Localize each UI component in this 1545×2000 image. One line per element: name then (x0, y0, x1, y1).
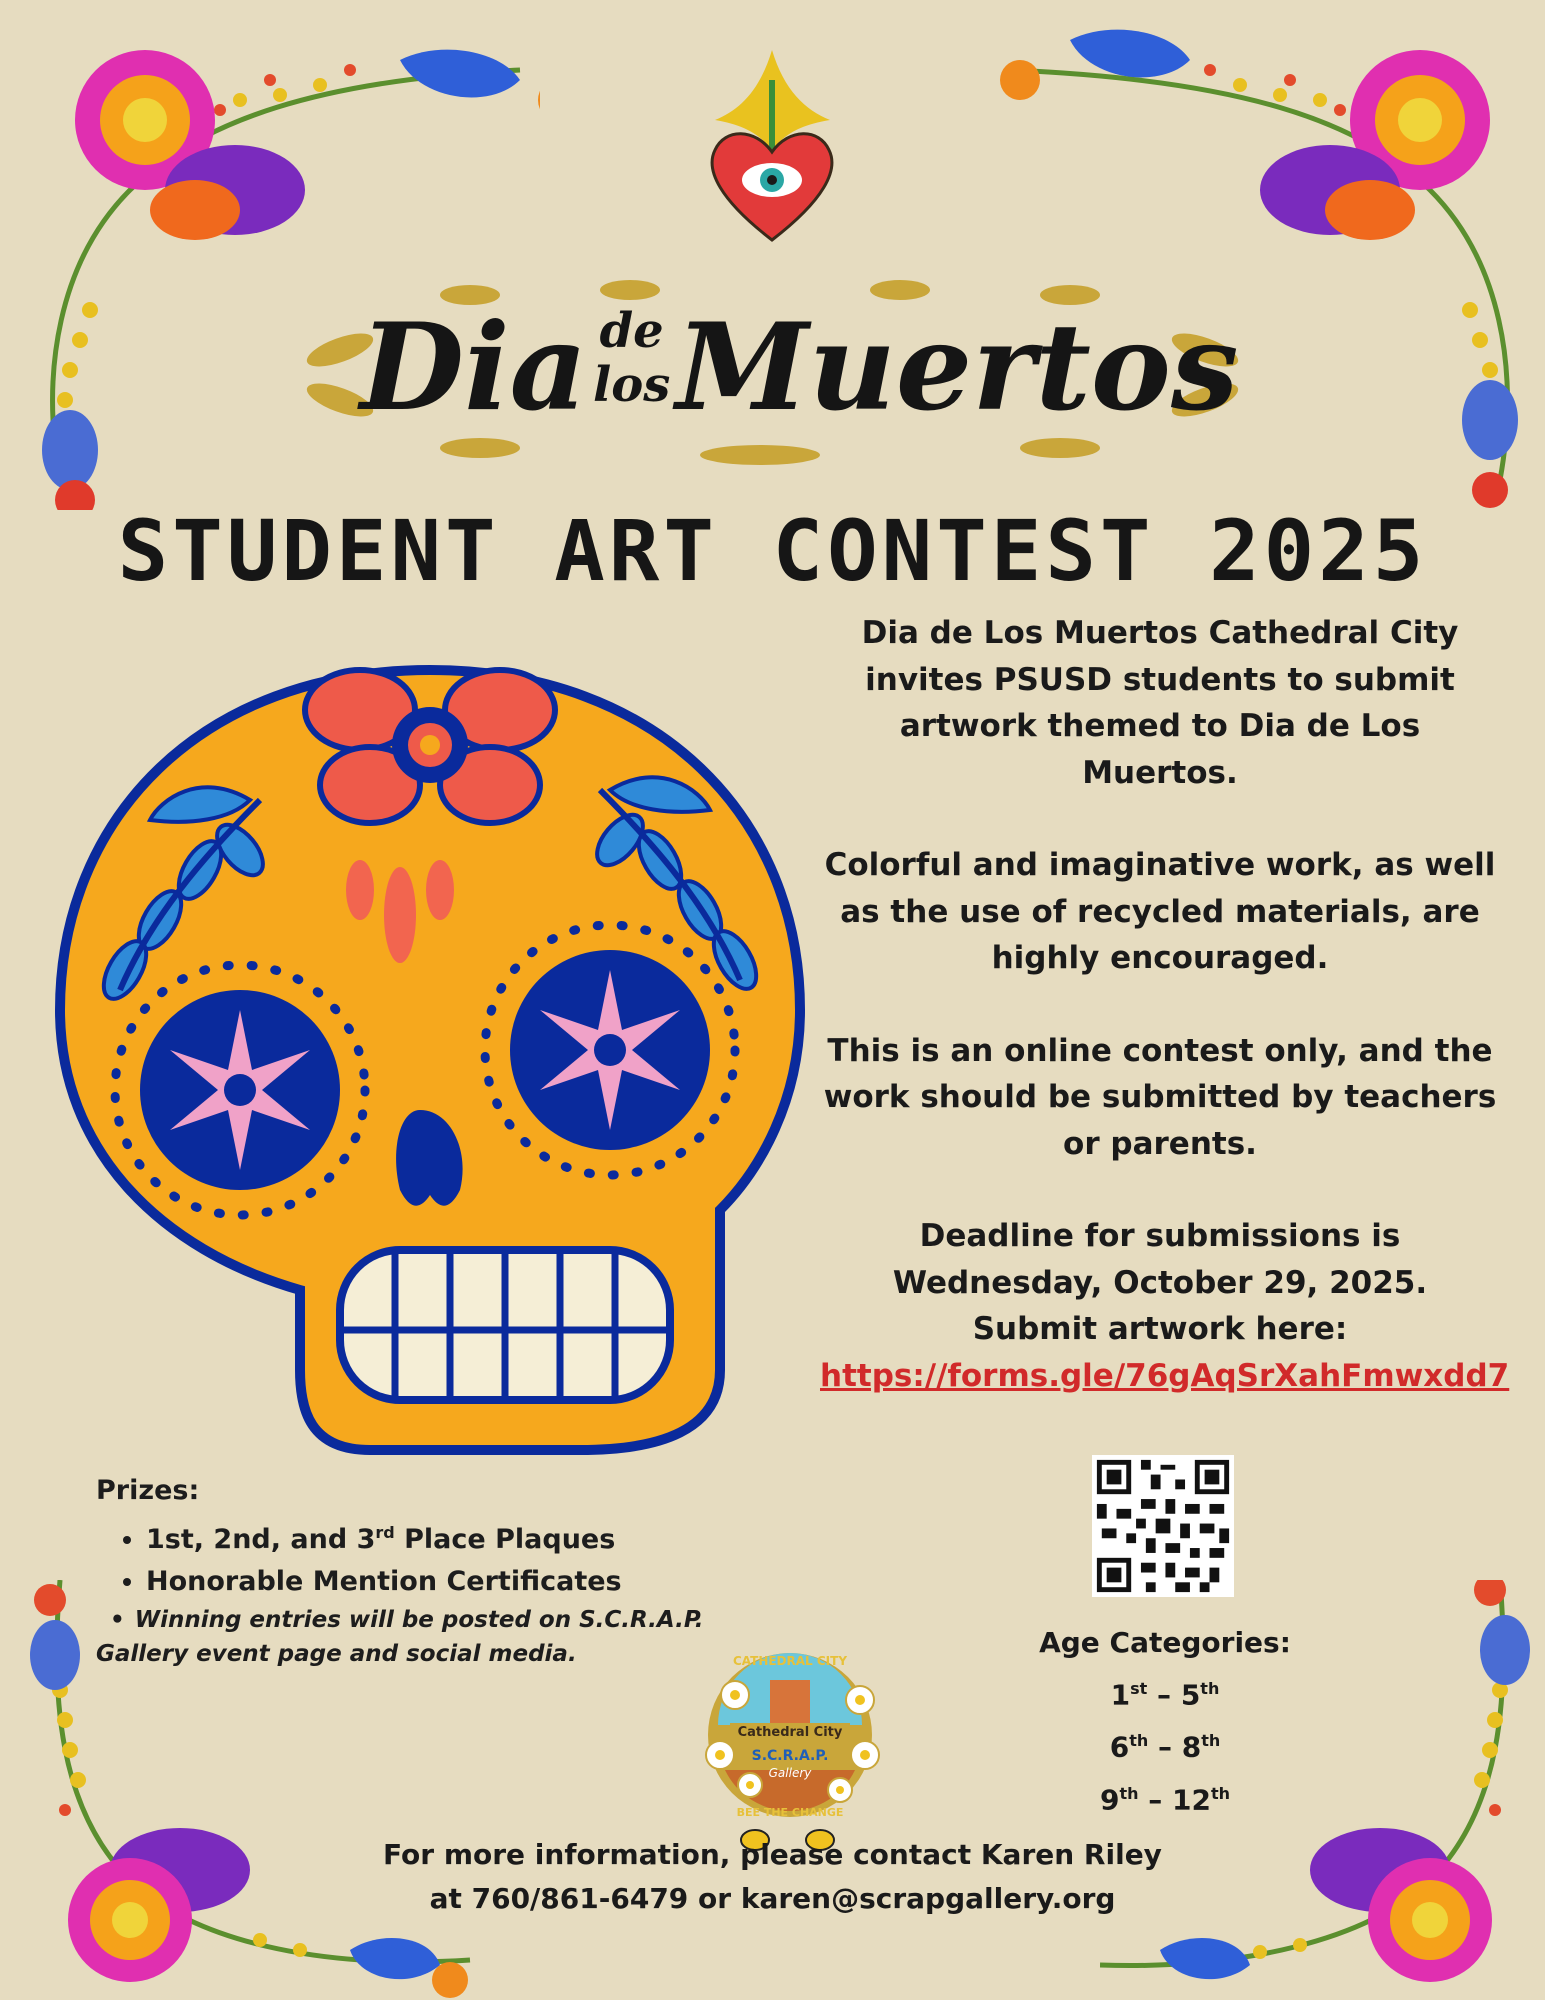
age-row: 6th – 8th (1109, 1730, 1221, 1764)
info-paragraph-invite: Dia de Los Muertos Cathedral City invites PSUSD students to submit artwork themed to Dia de Los Muertos. (861, 615, 1459, 791)
title-word-los: los (592, 357, 671, 413)
title-word-muertos: Muertos (675, 297, 1239, 438)
sugar-skull-icon (40, 650, 820, 1470)
submit-link[interactable]: https://forms.gle/76gAqSrXahFmwxdd7 (820, 1357, 1510, 1394)
title-word-dia: Dia (360, 297, 588, 438)
title-word-de: de (599, 303, 664, 359)
age-row: 9th – 12th (1099, 1782, 1231, 1816)
age-categories (1000, 1620, 1330, 1823)
dia-de-los-muertos-title (300, 270, 1245, 470)
info-paragraph-online: This is an online contest only, and the work should be submitted by teachers or parents. (823, 1032, 1497, 1162)
age-categories-heading: Age Categories: (1039, 1626, 1291, 1659)
contest-title: STUDENT ART CONTEST 2025 (117, 502, 1428, 600)
scrap-gallery-logo (700, 1640, 890, 1860)
sacred-heart-icon (700, 40, 845, 250)
logo-arc-bottom: BEE THE CHANGE (736, 1806, 844, 1819)
contest-info (820, 610, 1510, 1399)
info-paragraph-encouraged: Colorful and imaginative work, as well as the use of recycled materials, are highly encouraged. (824, 847, 1496, 976)
qr-code-icon[interactable] (1092, 1455, 1234, 1597)
logo-arc-top: CATHEDRAL CITY (732, 1654, 848, 1668)
logo-center-text: Cathedral City (730, 1723, 850, 1743)
contact-info (0, 1833, 1545, 1921)
prizes-section (96, 1470, 796, 1671)
logo-scrap-text: S.C.R.A.P. (751, 1748, 829, 1764)
contact-line-2: at 760/861-6479 or karen@scrapgallery.org (429, 1882, 1116, 1915)
prize-item-plaques: • 1st, 2nd, and 3rd Place Plaques (146, 1512, 796, 1561)
prizes-heading: Prizes: (96, 1475, 200, 1506)
age-row: 1st – 5th (1110, 1678, 1220, 1712)
prize-note: • Winning entries will be posted on S.C.R.A.P. Gallery event page and social media. (96, 1607, 704, 1667)
logo-gallery-text: Gallery (768, 1766, 812, 1780)
info-submit-label: Submit artwork here: (972, 1311, 1348, 1347)
prize-item-certificates: • Honorable Mention Certificates (146, 1561, 796, 1603)
info-deadline: Deadline for submissions is Wednesday, October 29, 2025. (892, 1218, 1428, 1301)
contact-line-1: For more information, please contact Karen Riley (383, 1838, 1162, 1871)
